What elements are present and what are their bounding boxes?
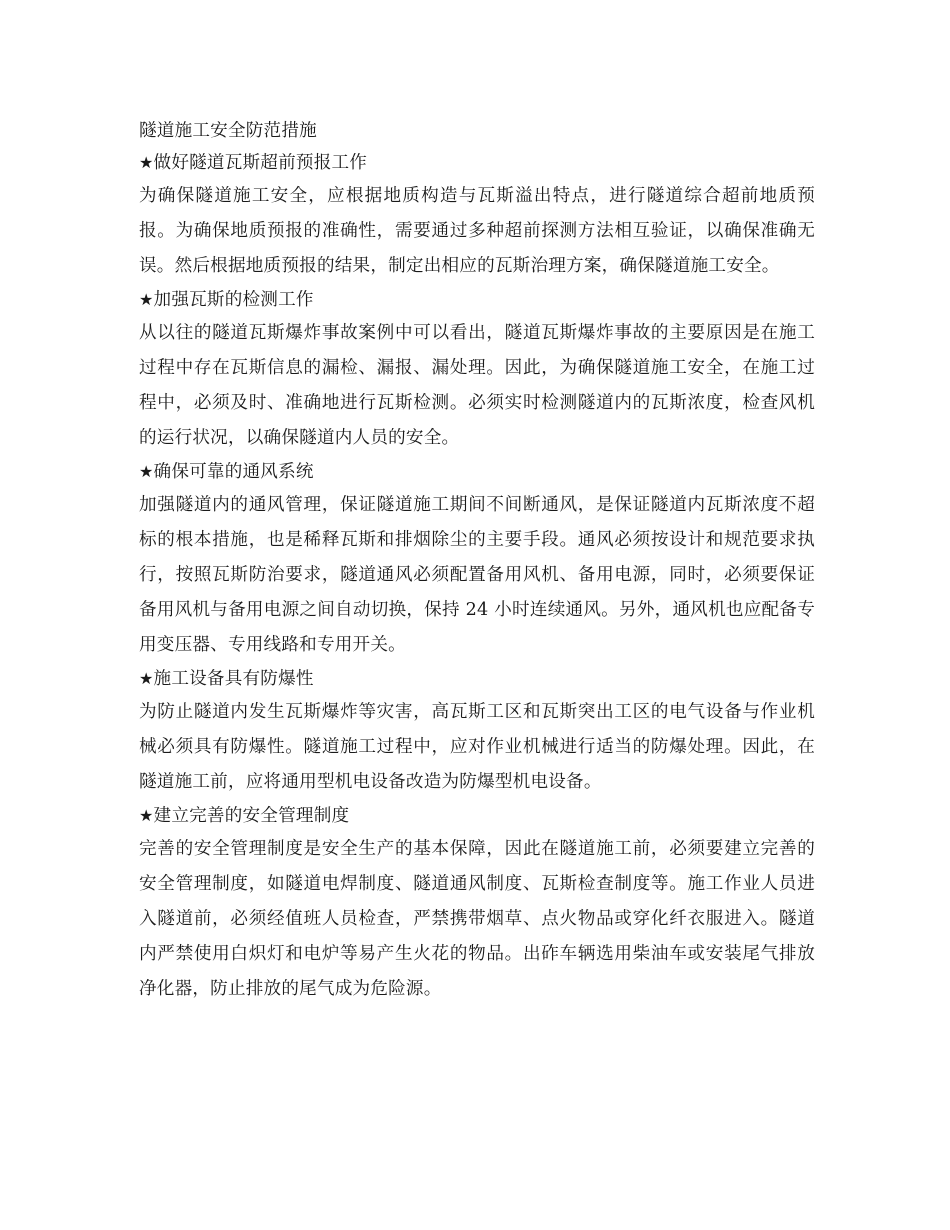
section-gas-detection xyxy=(139,284,815,456)
section-paragraph: 从以往的隧道瓦斯爆炸事故案例中可以看出，隧道瓦斯爆炸事故的主要原因是在施工过程中存在瓦斯信息的漏检、漏报、漏处理。因此，为确保隧道施工安全，在施工过程中，必须及时、准确地进行瓦斯检测。必须实时检测隧道内的瓦斯浓度，检查风机的运行状况，以确保隧道内人员的安全。 xyxy=(139,323,815,448)
section-paragraph: 为确保隧道施工安全，应根据地质构造与瓦斯溢出特点，进行隧道综合超前地质预报。为确保地质预报的准确性，需要通过多种超前探测方法相互验证，以确保准确无误。然后根据地质预报的结果，制定出相应的瓦斯治理方案，确保隧道施工安全。 xyxy=(139,186,815,276)
section-heading xyxy=(139,147,815,179)
section-heading xyxy=(139,800,815,832)
section-paragraph: 完善的安全管理制度是安全生产的基本保障，因此在隧道施工前，必须要建立完善的安全管理制度，如隧道电焊制度、隧道通风制度、瓦斯检查制度等。施工作业人员进入隧道前，必须经值班人员检查，严禁携带烟草、点火物品或穿化纤衣服进入。隧道内严禁使用白炽灯和电炉等易产生火花的物品。出砟车辆选用柴油车或安装尾气排放净化器，防止排放的尾气成为危险源。 xyxy=(139,839,815,999)
star-icon: ★ xyxy=(139,462,154,481)
section-heading-text: 加强瓦斯的检测工作 xyxy=(153,290,314,310)
section-gas-forecast xyxy=(139,147,815,284)
section-heading xyxy=(139,663,815,695)
star-icon: ★ xyxy=(139,290,154,309)
document-content xyxy=(139,116,815,1007)
section-heading-text: 做好隧道瓦斯超前预报工作 xyxy=(153,153,368,173)
section-paragraph: 为防止隧道内发生瓦斯爆炸等灾害，高瓦斯工区和瓦斯突出工区的电气设备与作业机械必须具有防爆性。隧道施工过程中，应对作业机械进行适当的防爆处理。因此，在隧道施工前，应将通用型机电设备改造为防爆型机电设备。 xyxy=(139,702,815,792)
section-heading xyxy=(139,456,815,488)
document-title: 隧道施工安全防范措施 xyxy=(139,121,317,141)
section-heading-text: 施工设备具有防爆性 xyxy=(153,669,314,689)
star-icon: ★ xyxy=(139,669,154,688)
section-heading-text: 确保可靠的通风系统 xyxy=(153,462,314,482)
star-icon: ★ xyxy=(139,153,154,172)
section-ventilation xyxy=(139,456,815,663)
section-heading xyxy=(139,284,815,316)
section-explosion-proof xyxy=(139,663,815,800)
section-paragraph: 加强隧道内的通风管理，保证隧道施工期间不间断通风，是保证隧道内瓦斯浓度不超标的根本措施，也是稀释瓦斯和排烟除尘的主要手段。通风必须按设计和规范要求执行，按照瓦斯防治要求，隧道通风必须配置备用风机、备用电源，同时，必须要保证备用风机与备用电源之间自动切换，保持 24 小时连续通风。另外，通风机也应配备专用变压器、专用线路和专用开关。 xyxy=(139,495,815,655)
section-safety-management xyxy=(139,800,815,1007)
section-heading-text: 建立完善的安全管理制度 xyxy=(153,806,350,826)
star-icon: ★ xyxy=(139,806,154,825)
